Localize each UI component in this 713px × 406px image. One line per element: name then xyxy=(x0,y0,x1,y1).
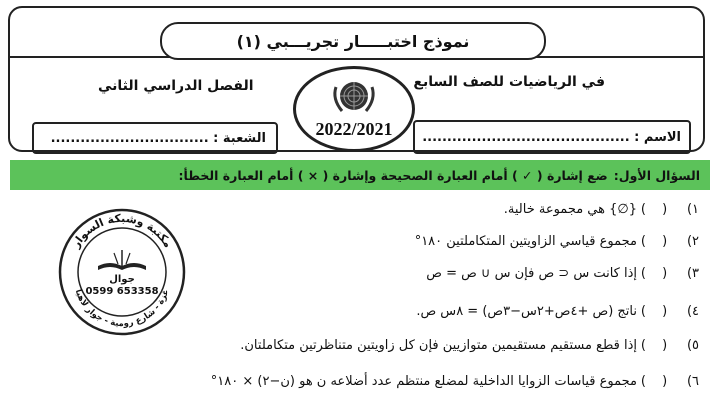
term-label: الفصل الدراسي الثاني xyxy=(98,78,254,94)
exam-title: نموذج اختبـــــار تجريـــبي (١) xyxy=(160,22,546,60)
item-number: ٦) xyxy=(686,373,699,389)
list-item xyxy=(416,300,699,322)
stamp-phone: 0599 653358 xyxy=(85,286,159,297)
item-text: ناتج (ص +٤ص+٢س−٣ص) = ٨س ص. xyxy=(416,303,637,319)
item-number: ٢) xyxy=(686,233,699,249)
section-field[interactable]: الشعبة : ................................ xyxy=(32,122,278,154)
answer-box[interactable]: ( ) xyxy=(640,303,674,319)
list-item xyxy=(240,334,699,356)
item-text: {∅} هي مجموعة خالية. xyxy=(503,201,637,217)
question-instruction: ضع إشارة ( ✓ ) أمام العبارة الصحيحة وإشارة ( × ) أمام العبارة الخطأ: xyxy=(178,167,608,183)
stamp-top-text: مكتبة وشبكة السوار xyxy=(69,211,175,251)
name-field[interactable]: الاسم : .......................................... xyxy=(413,120,691,154)
academic-year: 2022/2021 xyxy=(315,119,393,139)
header-box xyxy=(8,6,705,152)
answer-box[interactable]: ( ) xyxy=(640,337,674,353)
list-item xyxy=(504,198,699,220)
item-text: إذا قطع مستقيم مستقيمين متوازيين فإن كل زاويتين متناظرتين متكاملتان. xyxy=(240,337,637,353)
list-item xyxy=(211,370,699,392)
un-emblem-icon xyxy=(328,75,380,119)
list-item xyxy=(426,262,699,284)
subject-label: في الرياضيات للصف السابع xyxy=(413,74,605,90)
item-number: ٣) xyxy=(686,265,699,281)
year-oval xyxy=(293,66,415,152)
answer-box[interactable]: ( ) xyxy=(640,201,674,217)
item-text: إذا كانت س ⊂ ص فإن س ∪ ص = ص xyxy=(426,265,637,281)
svg-text:مكتبة وشبكة السوار xyxy=(69,212,175,251)
question-one-bar xyxy=(10,160,710,190)
question-label: السؤال الأول: xyxy=(613,167,700,183)
item-number: ٤) xyxy=(686,303,699,319)
answer-box[interactable]: ( ) xyxy=(640,373,674,389)
stamp-phone-label: جوال xyxy=(109,274,135,285)
open-book-icon xyxy=(98,250,146,270)
item-text: مجموع قياسي الزاويتين المتكاملتين ١٨٠° xyxy=(414,233,637,249)
list-item xyxy=(415,230,699,252)
answer-box[interactable]: ( ) xyxy=(640,233,674,249)
item-number: ١) xyxy=(686,201,699,217)
answer-box[interactable]: ( ) xyxy=(640,265,674,281)
item-number: ٥) xyxy=(686,337,699,353)
library-stamp xyxy=(58,208,186,336)
item-text: مجموع قياسات الزوايا الداخلية لمضلع منتظم عدد أضلاعه ن هو (ن−٢) × ١٨٠° xyxy=(210,373,637,389)
stamp-bottom-text: غزة - شارع رومية - جوار لاهيا xyxy=(72,288,172,330)
